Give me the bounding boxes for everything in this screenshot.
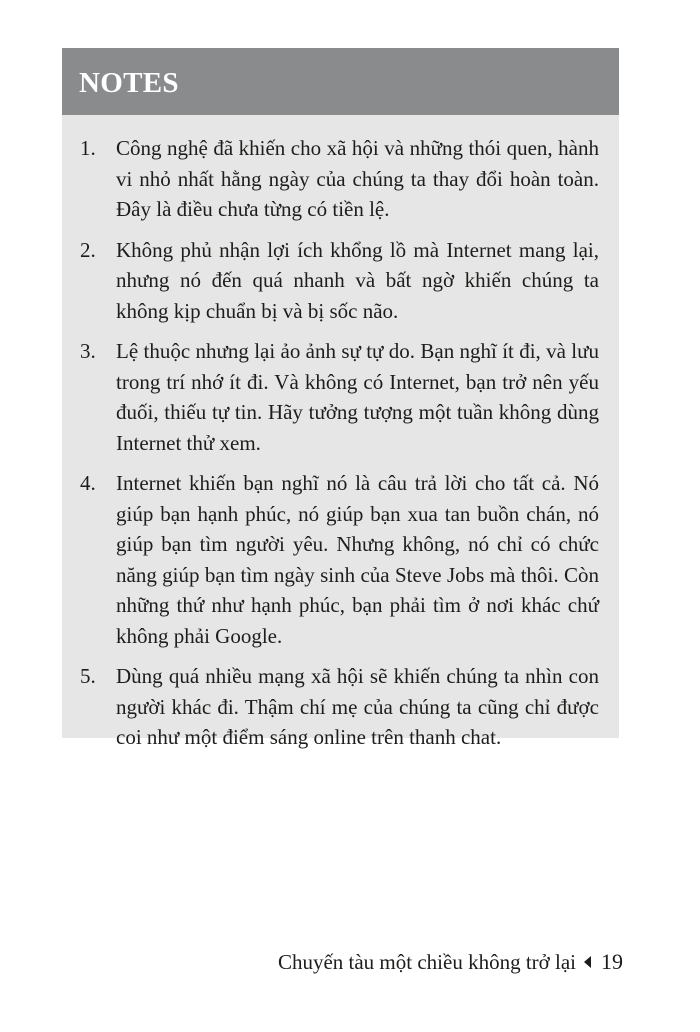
notes-header [62,48,619,115]
note-item-2 [80,235,599,327]
note-text: Internet khiến bạn nghĩ nó là câu trả lời cho tất cả. Nó giúp bạn hạnh phúc, nó giúp bạn xua tan buồn chán, nó giúp bạn tìm người yêu. Nhưng không, nó chỉ có chức năng giúp bạn tìm ngày sinh của Steve Jobs mà thôi. Còn những thứ như hạnh phúc, bạn phải tìm ở nơi khác chứ không phải Google. [116,471,599,648]
note-item-5 [80,661,599,753]
note-text: Dùng quá nhiều mạng xã hội sẽ khiến chúng ta nhìn con người khác đi. Thậm chí mẹ của chúng ta cũng chỉ được coi như một điểm sáng online trên thanh chat. [116,664,599,749]
running-title: Chuyến tàu một chiều không trở lại [277,949,576,974]
note-item-4 [80,468,599,651]
triangle-left-icon [584,956,591,968]
page-number: 19 [601,949,623,974]
note-text: Không phủ nhận lợi ích khổng lồ mà Internet mang lại, nhưng nó đến quá nhanh và bất ngờ khiến chúng ta không kịp chuẩn bị và bị sốc não. [116,237,599,323]
note-item-1 [80,133,599,225]
note-number: 2. [80,237,96,262]
note-text: Lệ thuộc nhưng lại ảo ảnh sự tự do. Bạn nghĩ ít đi, và lưu trong trí nhớ ít đi. Và không có Internet, bạn trở nên yếu đuối, thiếu tự tin. Hãy tưởng tượng một tuần không dùng Internet thử xem. [116,339,599,455]
note-number: 3. [80,339,96,363]
notes-list [62,115,619,753]
notes-title: NOTES [79,67,179,99]
notes-box [62,48,619,749]
note-item-3 [80,336,599,458]
note-number: 1. [80,136,96,160]
page-footer [278,949,623,975]
note-text: Công nghệ đã khiến cho xã hội và những thói quen, hành vi nhỏ nhất hằng ngày của chúng ta thay đổi hoàn toàn. Đây là điều chưa từng có tiền lệ. [116,136,599,221]
note-number: 5. [80,664,96,688]
note-number: 4. [80,471,96,495]
